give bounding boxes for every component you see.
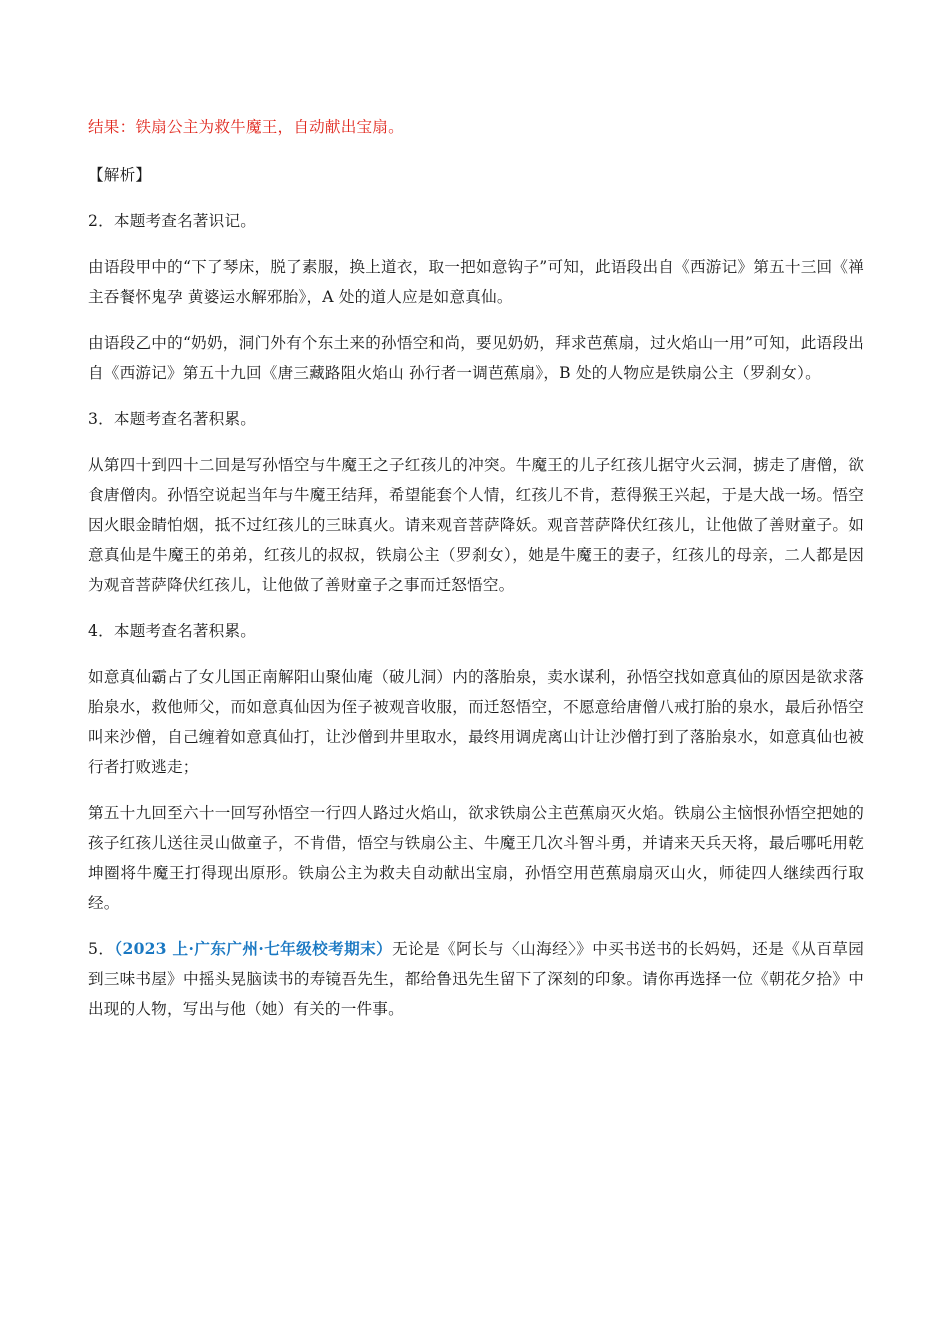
- q3-heading: 3．本题考查名著积累。: [88, 410, 257, 428]
- q4-paragraph-1: 如意真仙霸占了女儿国正南解阳山聚仙庵（破儿洞）内的落胎泉，卖水谋利，孙悟空找如意真仙的原因是欲求落胎泉水，救他师父，而如意真仙因为侄子被观音收服，而迁怒悟空，不愿意给唐僧八戒打胎的泉水，最后孙悟空叫来沙僧，自己缠着如意真仙打，让沙僧到井里取水，最终用调虎离山计让沙僧打到了落胎泉水，如意真仙也被行者打败逃走；: [88, 668, 864, 776]
- document-page: [88, 112, 864, 1024]
- q3-paragraph-1: 从第四十到四十二回是写孙悟空与牛魔王之子红孩儿的冲突。牛魔王的儿子红孩儿据守火云洞，掳走了唐僧，欲食唐僧肉。孙悟空说起当年与牛魔王结拜，希望能套个人情，红孩儿不肯，惹得猴王兴起，于是大战一场。悟空因火眼金睛怕烟，抵不过红孩儿的三昧真火。请来观音菩萨降妖。观音菩萨降伏红孩儿，让他做了善财童子。如意真仙是牛魔王的弟弟，红孩儿的叔叔，铁扇公主（罗刹女），她是牛魔王的妻子，红孩儿的母亲，二人都是因为观音菩萨降伏红孩儿，让他做了善财童子之事而迁怒悟空。: [88, 456, 864, 594]
- q5-source-tag: （2023 上·广东广州·七年级校考期末）: [114, 939, 393, 958]
- q2-heading: 2．本题考查名著识记。: [88, 212, 257, 230]
- result-line: 结果：铁扇公主为救牛魔王，自动献出宝扇。: [88, 118, 404, 136]
- q2-paragraph-1: 由语段甲中的“下了琴床，脱了素服，换上道衣，取一把如意钩子”可知，此语段出自《西游记》第五十三回《禅主吞餐怀鬼孕 黄婆运水解邪胎》，A 处的道人应是如意真仙。: [88, 258, 864, 306]
- q5-text: 无论是《阿长与〈山海经〉》中买书送书的长妈妈，还是《从百草园到三味书屋》中摇头晃脑读书的寿镜吾先生，都给鲁迅先生留下了深刻的印象。请你再选择一位《朝花夕拾》中出现的人物，写出与他（她）有关的一件事。: [88, 940, 865, 1018]
- q4-heading: 4．本题考查名著积累。: [88, 622, 257, 640]
- q2-paragraph-2: 由语段乙中的“奶奶，洞门外有个东土来的孙悟空和尚，要见奶奶，拜求芭蕉扇，过火焰山一用”可知，此语段出自《西游记》第五十九回《唐三藏路阻火焰山 孙行者一调芭蕉扇》，B 处的人物应是铁扇公主（罗刹女）。: [88, 334, 864, 382]
- q5-number: 5．: [88, 940, 115, 958]
- q5-question: [88, 934, 864, 1024]
- q4-paragraph-2: 第五十九回至六十一回写孙悟空一行四人路过火焰山，欲求铁扇公主芭蕉扇灭火焰。铁扇公主恼恨孙悟空把她的孩子红孩儿送往灵山做童子，不肯借，悟空与铁扇公主、牛魔王几次斗智斗勇，并请来天兵天将，最后哪吒用乾坤圈将牛魔王打得现出原形。铁扇公主为救夫自动献出宝扇，孙悟空用芭蕉扇扇灭山火，师徒四人继续西行取经。: [88, 804, 864, 912]
- analysis-heading: 【解析】: [88, 166, 152, 184]
